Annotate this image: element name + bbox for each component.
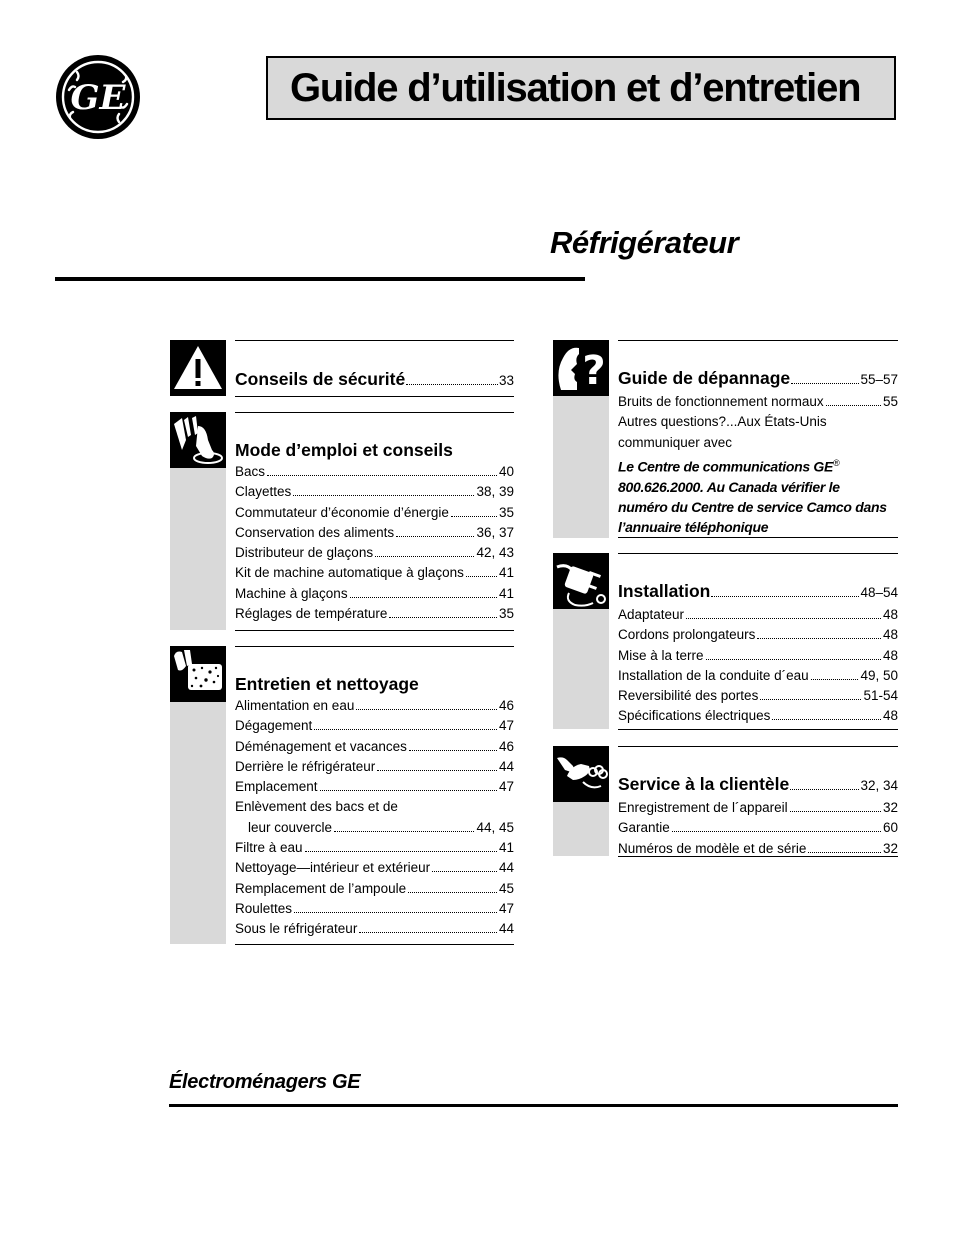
toc-entry[interactable]: Garantie 60: [618, 820, 898, 836]
toc-entry[interactable]: Commutateur d’économie d’énergie 35: [235, 504, 514, 520]
toc-entry[interactable]: Bacs 40: [235, 464, 514, 479]
toc-entry[interactable]: Numéros de modèle et de série 32: [618, 840, 898, 856]
toc-entry[interactable]: Sous le réfrigérateur 44: [235, 921, 514, 937]
toc-entry[interactable]: Conservation des aliments 36, 37: [235, 524, 514, 540]
section-safety: [170, 340, 514, 400]
divider: [55, 277, 585, 281]
contact-note: Le Centre de communications GE® 800.626.2000. Au Canada vérifier le numéro du Centre de service Camco dans l’annuaire téléphonique: [618, 457, 887, 535]
section-care: [170, 646, 514, 946]
toc-entry[interactable]: Roulettes 47: [235, 900, 514, 916]
hand-pressing-icon: [170, 412, 226, 468]
section-service: [553, 746, 898, 858]
page-title: Guide d’utilisation et d’entretien: [290, 66, 861, 110]
warning-icon: [170, 340, 226, 396]
toc-entry[interactable]: Clayettes 38, 39: [235, 484, 514, 500]
toc-entry[interactable]: Dégagement 47: [235, 718, 514, 734]
question-head-icon: [553, 340, 609, 396]
toc-entry[interactable]: Bruits de fonctionnement normaux 55: [618, 394, 898, 409]
toc-entry[interactable]: Remplacement de l’ampoule 45: [235, 880, 514, 896]
divider: [169, 1104, 898, 1107]
toc-text: Autres questions?...Aux États-Unis: [618, 414, 827, 430]
toc-entry[interactable]: Derrière le réfrigérateur 44: [235, 758, 514, 774]
toc-entry[interactable]: Kit de machine automatique à glaçons 41: [235, 565, 514, 581]
toc-heading-service[interactable]: Service à la clientèle 32, 34: [618, 774, 898, 794]
svg-text:GE: GE: [70, 78, 126, 118]
toc-entry[interactable]: Installation de la conduite d´eau 49, 50: [618, 667, 898, 683]
brand-name: Électroménagers GE: [169, 1071, 361, 1093]
toc-heading-care[interactable]: Entretien et nettoyage: [235, 674, 419, 694]
plug-icon: [553, 553, 609, 609]
toc-entry[interactable]: Reversibilité des portes 51-54: [618, 688, 898, 704]
toc-entry[interactable]: Filtre à eau 41: [235, 840, 514, 856]
product-subtitle: Réfrigérateur: [550, 225, 739, 260]
toc-entry[interactable]: Adaptateur 48: [618, 607, 898, 622]
toc-entry[interactable]: Cordons prolongateurs 48: [618, 627, 898, 643]
toc-heading-safety[interactable]: Conseils de sécurité 33: [235, 369, 514, 389]
toc-entry[interactable]: Nettoyage—intérieur et extérieur 44: [235, 860, 514, 876]
svg-text:?: ?: [582, 348, 606, 394]
section-operating: [170, 412, 514, 632]
phone-cord-icon: [553, 746, 609, 802]
section-installation: [553, 553, 898, 731]
ge-logo: [55, 54, 141, 140]
toc-entry[interactable]: Spécifications électriques 48: [618, 708, 898, 724]
toc-entry[interactable]: Déménagement et vacances 46: [235, 738, 514, 754]
toc-heading-operating[interactable]: Mode d’emploi et conseils: [235, 440, 453, 460]
title-banner: [266, 56, 896, 120]
toc-entry[interactable]: Emplacement 47: [235, 779, 514, 795]
toc-entry[interactable]: leur couvercle 44, 45: [248, 819, 514, 835]
toc-entry[interactable]: Machine à glaçons 41: [235, 585, 514, 601]
toc-text: communiquer avec: [618, 434, 733, 450]
toc-entry[interactable]: Distributeur de glaçons 42, 43: [235, 545, 514, 561]
toc-heading-installation[interactable]: Installation 48–54: [618, 581, 898, 601]
toc-heading-troubleshooting[interactable]: Guide de dépannage 55–57: [618, 368, 898, 388]
sponge-hand-icon: [170, 646, 226, 702]
toc-entry[interactable]: Mise à la terre 48: [618, 647, 898, 663]
toc-entry[interactable]: Enregistrement de l´appareil 32: [618, 800, 898, 815]
toc-entry[interactable]: Réglages de température 35: [235, 606, 514, 622]
toc-entry[interactable]: Enlèvement des bacs et de: [235, 799, 398, 815]
section-troubleshooting: [553, 340, 898, 540]
toc-entry[interactable]: Alimentation en eau 46: [235, 698, 514, 713]
